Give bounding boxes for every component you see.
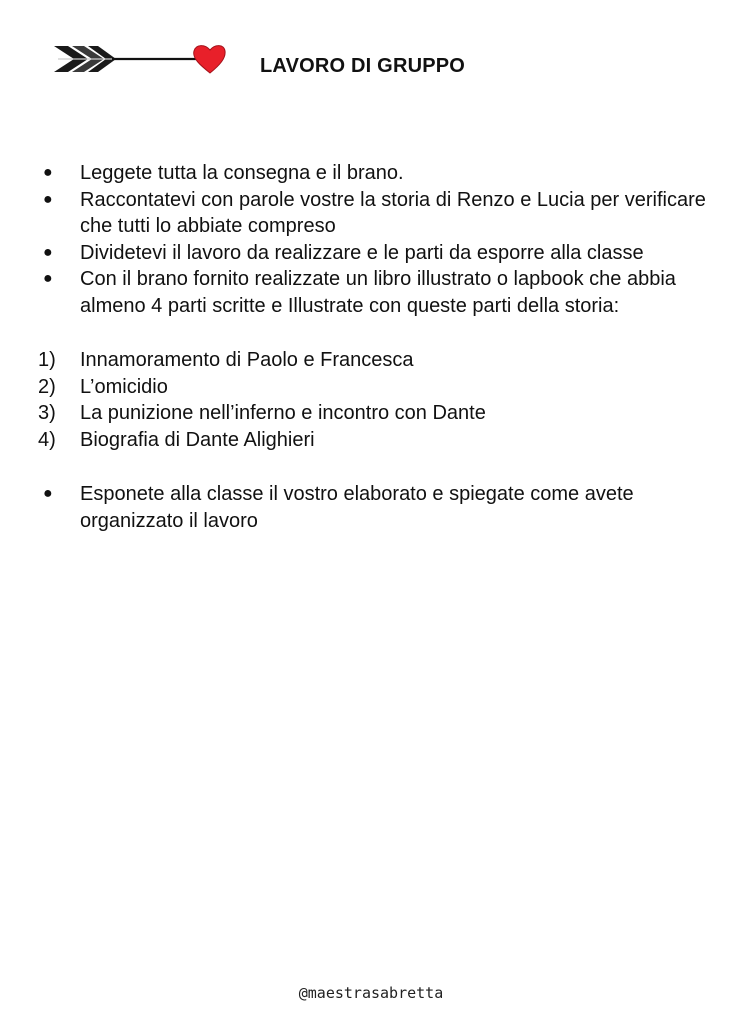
story-part-text: La punizione nell’inferno e incontro con Dante	[80, 402, 486, 424]
author-handle: @maestrasabretta	[298, 984, 444, 1002]
bullet-icon: ●	[43, 270, 53, 287]
arrow-heart-icon	[54, 40, 226, 78]
story-part-text: Biografia di Dante Alighieri	[80, 428, 315, 451]
list-item	[0, 160, 742, 187]
bullet-icon: ●	[43, 164, 53, 181]
final-instruction-list	[0, 481, 742, 534]
instructions-list	[0, 160, 742, 319]
list-item	[0, 240, 742, 267]
bullet-icon: ●	[43, 243, 53, 261]
story-parts-list	[0, 347, 742, 453]
list-item	[0, 347, 742, 374]
list-item	[0, 400, 742, 427]
list-item	[0, 374, 742, 401]
page-title: LAVORO DI GRUPPO	[260, 55, 466, 77]
list-item	[0, 266, 742, 319]
instruction-text: Leggete tutta la consegna e il brano.	[80, 162, 404, 184]
list-item	[0, 427, 742, 454]
bullet-icon: ●	[43, 485, 53, 502]
list-item	[0, 187, 742, 240]
item-number: 2)	[38, 375, 56, 398]
item-number: 1)	[38, 349, 56, 371]
item-number: 3)	[38, 402, 56, 424]
story-part-text: Innamoramento di Paolo e Francesca	[80, 349, 414, 371]
item-number: 4)	[38, 428, 56, 451]
instructions-section	[0, 160, 742, 534]
final-instruction-text: Esponete alla classe il vostro elaborato e spiegate come avete organizzato il lavoro	[80, 483, 634, 532]
list-item	[0, 481, 742, 534]
instruction-text: Dividetevi il lavoro da realizzare e le parti da esporre alla classe	[80, 241, 644, 264]
bullet-icon: ●	[43, 190, 53, 208]
instruction-text: Con il brano fornito realizzate un libro illustrato o lapbook che abbia almeno 4 parti scritte e Illustrate con queste parti della storia:	[80, 268, 676, 317]
story-part-text: L’omicidio	[80, 375, 168, 398]
instruction-text: Raccontatevi con parole vostre la storia di Renzo e Lucia per verificare che tutti lo abbiate compreso	[80, 188, 706, 237]
